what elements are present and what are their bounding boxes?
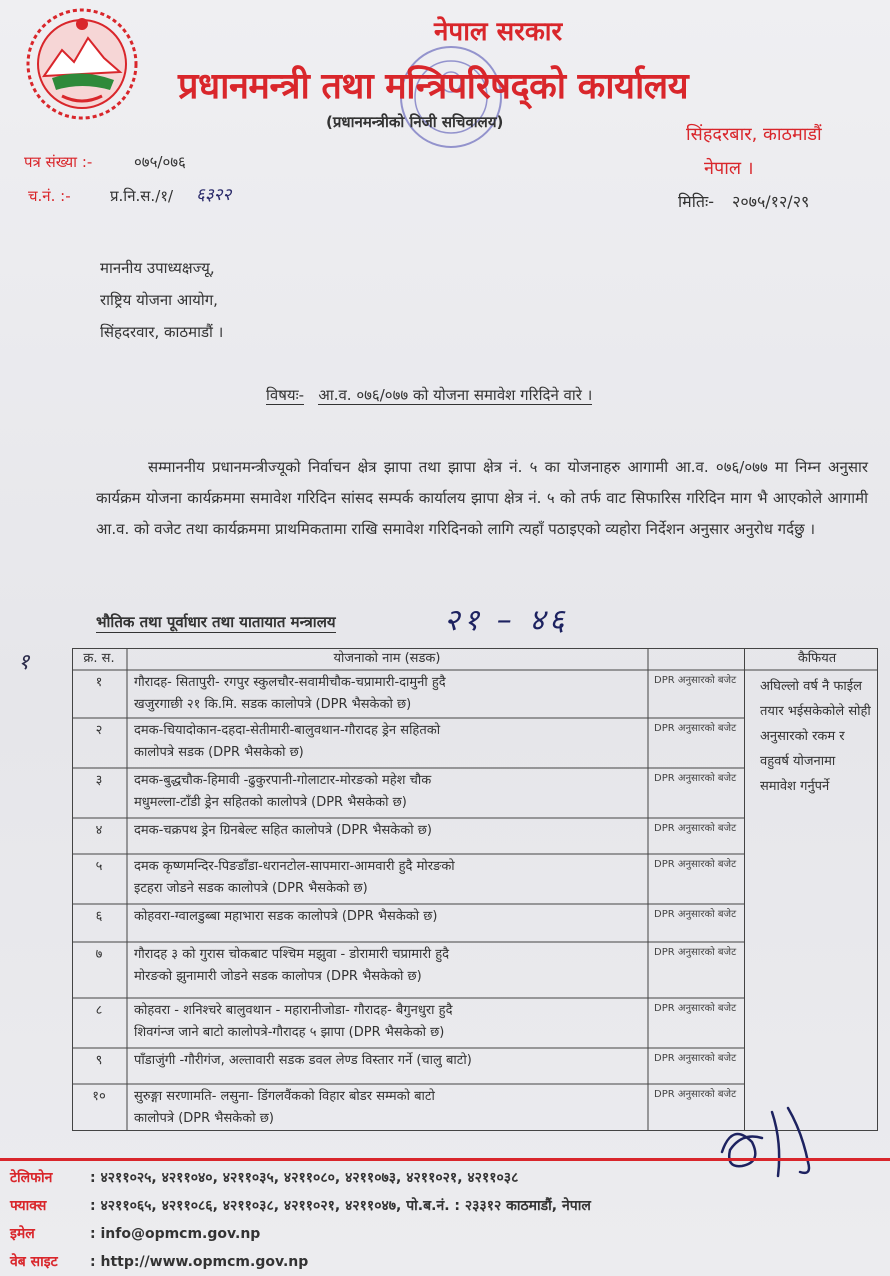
signature-icon bbox=[712, 1102, 832, 1182]
subject-line bbox=[266, 385, 592, 405]
row-project-name bbox=[134, 856, 644, 900]
row-project-line-2: मोरङको झुनामारी जोडने सडक कालोपत्र (DPR भैसकेको छ) bbox=[134, 969, 422, 984]
header-remarks: कैफियत bbox=[797, 651, 837, 666]
row-project-name bbox=[134, 720, 644, 764]
row-project-line-1: दमक-चक्रपथ ड्रेन ग्रिनबेल्ट सहित कालोपत्रे (DPR भैसकेको छ) bbox=[134, 823, 432, 838]
secretariat-subtitle: (प्रधानमन्त्रीको निजी सचिवालय) bbox=[326, 113, 504, 131]
row-budget-note: DPR अनुसारको बजेट bbox=[654, 909, 737, 920]
row-budget-note: DPR अनुसारको बजेट bbox=[654, 723, 737, 734]
footer-fax bbox=[10, 1196, 591, 1215]
row-project-line-1: कोहवरा - शनिश्चरे बालुवथान - महारानीजोडा- गौरादह- बैगुनधुरा हुदै bbox=[134, 1003, 453, 1018]
row-project-line-1: सुरुङ्गा सरणामति- लसुना- डिंगलवैंकको विहार बोडर सम्मको बाटो bbox=[134, 1089, 435, 1104]
address-line-2: नेपाल । bbox=[704, 158, 754, 179]
row-project-name bbox=[134, 1050, 644, 1072]
fax-value: : ४२११०६५, ४२११०८६, ४२११०३८, ४२११०२१, ४२११०४७, पो.ब.नं. : २३३१२ काठमाडौं, नेपाल bbox=[90, 1198, 591, 1214]
handwritten-note: २१ – ४६ bbox=[444, 603, 569, 638]
dispatch-no-handwritten: ६३२२ bbox=[196, 185, 232, 205]
row-project-name bbox=[134, 1000, 644, 1044]
fax-label: फ्याक्स bbox=[10, 1198, 47, 1214]
row-project-name bbox=[134, 906, 644, 928]
row-serial: ९ bbox=[95, 1053, 103, 1068]
row-serial: १ bbox=[95, 675, 103, 690]
row-budget-note: DPR अनुसारको बजेट bbox=[654, 675, 737, 686]
row-project-name bbox=[134, 1086, 644, 1130]
row-project-line-1: दमक कृष्णमन्दिर-पिङडाँडा-धरानटोल-सापमारा-आमवारी हुदै मोरङको bbox=[134, 859, 455, 874]
office-title: प्रधानमन्त्री तथा मन्त्रिपरिषद्को कार्यालय bbox=[178, 66, 689, 107]
row-serial: ३ bbox=[95, 773, 103, 788]
footer-phone bbox=[10, 1168, 518, 1187]
footer-website bbox=[10, 1252, 308, 1271]
government-title: नेपाल सरकार bbox=[434, 17, 563, 47]
row-project-line-2: शिवगंन्ज जाने बाटो कालोपत्रे-गौरादह ५ झापा (DPR भैसकेको छ) bbox=[134, 1025, 445, 1040]
row-serial: ४ bbox=[95, 823, 103, 838]
row-serial: २ bbox=[95, 723, 103, 738]
row-budget-note: DPR अनुसारको बजेट bbox=[654, 947, 737, 958]
nepal-emblem-icon bbox=[22, 6, 142, 124]
row-project-line-2: मधुमल्ला-टाँडी ड्रेन सहितको कालोपत्रे (DPR भैसकेको छ) bbox=[134, 795, 407, 810]
margin-mark: १ bbox=[18, 650, 30, 675]
row-project-line-1: दमक-चियादोकान-दहदा-सेतीमारी-बालुवथान-गौरादह ड्रेन सहितको bbox=[134, 723, 441, 738]
row-project-name bbox=[134, 944, 644, 988]
row-budget-note: DPR अनुसारको बजेट bbox=[654, 773, 737, 784]
row-project-line-2: इटहरा जोडने सडक कालोपत्रे (DPR भैसकेको छ) bbox=[134, 881, 368, 896]
date-label: मितिः- bbox=[678, 192, 714, 211]
recipient-line-2: राष्ट्रिय योजना आयोग, bbox=[100, 291, 218, 309]
footer-email bbox=[10, 1224, 260, 1243]
row-serial: ६ bbox=[95, 909, 103, 924]
header-project-name: योजनाको नाम (सडक) bbox=[333, 651, 441, 666]
phone-value: : ४२११०२५, ४२११०४०, ४२११०३५, ४२११०८०, ४२११०७३, ४२११०२१, ४२११०३८ bbox=[90, 1170, 519, 1186]
row-project-line-2: कालोपत्रे सडक (DPR भैसकेको छ) bbox=[134, 745, 304, 760]
subject-label: विषयः- bbox=[266, 386, 305, 404]
row-project-line-1: गौरादह ३ को गुरास चोकबाट पश्चिम मझुवा - डोरामारी चप्रामारी हुदै bbox=[134, 947, 450, 962]
letter-body: सम्माननीय प्रधानमन्त्रीज्यूको निर्वाचन क्षेत्र झापा तथा झापा क्षेत्र नं. ५ का योजनाहरु आगामी आ.व. ०७६/०७७ मा निम्न अनुसार कार्यक्रम योजना कार्यक्रममा समावेश गरिदिन सांसद सम्पर्क कार्यालय झापा क्षेत्र नं. ५ को तर्फ वाट सिफारिस गरिदिन माग भै आएकोले आगामी आ.व. को वजेट तथा कार्यक्रममा प्राथमिकतामा राखि समावेश गरिदिनको लागि त्यहाँ पठाइएको व्यहोरा निर्देशन अनुसार अनुरोध गर्दछु । bbox=[96, 458, 868, 538]
remarks-text: अघिल्लो वर्ष नै फाईल तयार भईसकेकोले सोही अनुसारको रकम र वहुवर्ष योजनामा समावेश गर्नुपर्ने bbox=[760, 679, 871, 794]
ministry-heading: भौतिक तथा पूर्वाधार तथा यातायात मन्त्रालय bbox=[96, 613, 336, 631]
letter-no-value: ०७५/०७६ bbox=[134, 153, 186, 171]
row-budget-note: DPR अनुसारको बजेट bbox=[654, 1003, 737, 1014]
row-serial: ८ bbox=[95, 1003, 103, 1018]
date-value: २०७५/१२/२९ bbox=[732, 192, 810, 211]
phone-label: टेलिफोन bbox=[10, 1170, 53, 1186]
projects-table bbox=[72, 648, 878, 1132]
address-line-1: सिंहदरबार, काठमाडौं bbox=[686, 124, 822, 145]
row-budget-note: DPR अनुसारको बजेट bbox=[654, 1089, 737, 1100]
row-serial: ७ bbox=[95, 947, 103, 962]
row-project-line-1: गौरादह- सितापुरी- रगपुर स्कुलचौर-सवामीचौक-चप्रामारी-दामुनी हुदै bbox=[134, 675, 446, 690]
row-serial: १० bbox=[92, 1089, 106, 1104]
website-link[interactable]: : http://www.opmcm.gov.np bbox=[90, 1254, 309, 1270]
dispatch-no-label: च.नं. :- bbox=[28, 187, 71, 205]
row-project-line-1: कोहवरा-ग्वालडुब्बा महाभारा सडक कालोपत्रे (DPR भैसकेको छ) bbox=[134, 909, 438, 924]
row-project-line-2: खजुरगाछी २१ कि.मि. सडक कालोपत्रे (DPR भैसकेको छ) bbox=[134, 697, 412, 712]
email-link[interactable]: : info@opmcm.gov.np bbox=[90, 1226, 261, 1242]
row-budget-note: DPR अनुसारको बजेट bbox=[654, 1053, 737, 1064]
subject-text: आ.व. ०७६/०७७ को योजना समावेश गरिदिने वारे । bbox=[318, 386, 593, 404]
email-label: इमेल bbox=[10, 1226, 35, 1242]
row-project-name bbox=[134, 672, 644, 716]
recipient-line-1: माननीय उपाध्यक्षज्यू, bbox=[100, 259, 215, 277]
row-project-name bbox=[134, 820, 644, 842]
row-serial: ५ bbox=[95, 859, 103, 874]
header-serial: क्र. स. bbox=[83, 651, 115, 666]
row-project-line-1: पाँडाजुंगी -गौरीगंज, अल्तावारी सडक डवल लेण्ड विस्तार गर्ने (चालु बाटो) bbox=[134, 1053, 472, 1068]
footer-divider bbox=[0, 1158, 890, 1161]
row-budget-note: DPR अनुसारको बजेट bbox=[654, 823, 737, 834]
row-project-line-1: दमक-बुद्धचौक-हिमावी -ढुकुरपानी-गोलाटार-मोरङको महेश चौक bbox=[134, 773, 432, 788]
dispatch-no-value: प्र.नि.स./१/ bbox=[110, 187, 174, 205]
website-label: वेब साइट bbox=[10, 1254, 58, 1270]
recipient-line-3: सिंहदरवार, काठमाडौं । bbox=[100, 323, 224, 341]
row-budget-note: DPR अनुसारको बजेट bbox=[654, 859, 737, 870]
letter-no-label: पत्र संख्या :- bbox=[24, 153, 93, 171]
row-project-line-2: कालोपत्रे (DPR भैसकेको छ) bbox=[134, 1111, 274, 1126]
row-project-name bbox=[134, 770, 644, 814]
